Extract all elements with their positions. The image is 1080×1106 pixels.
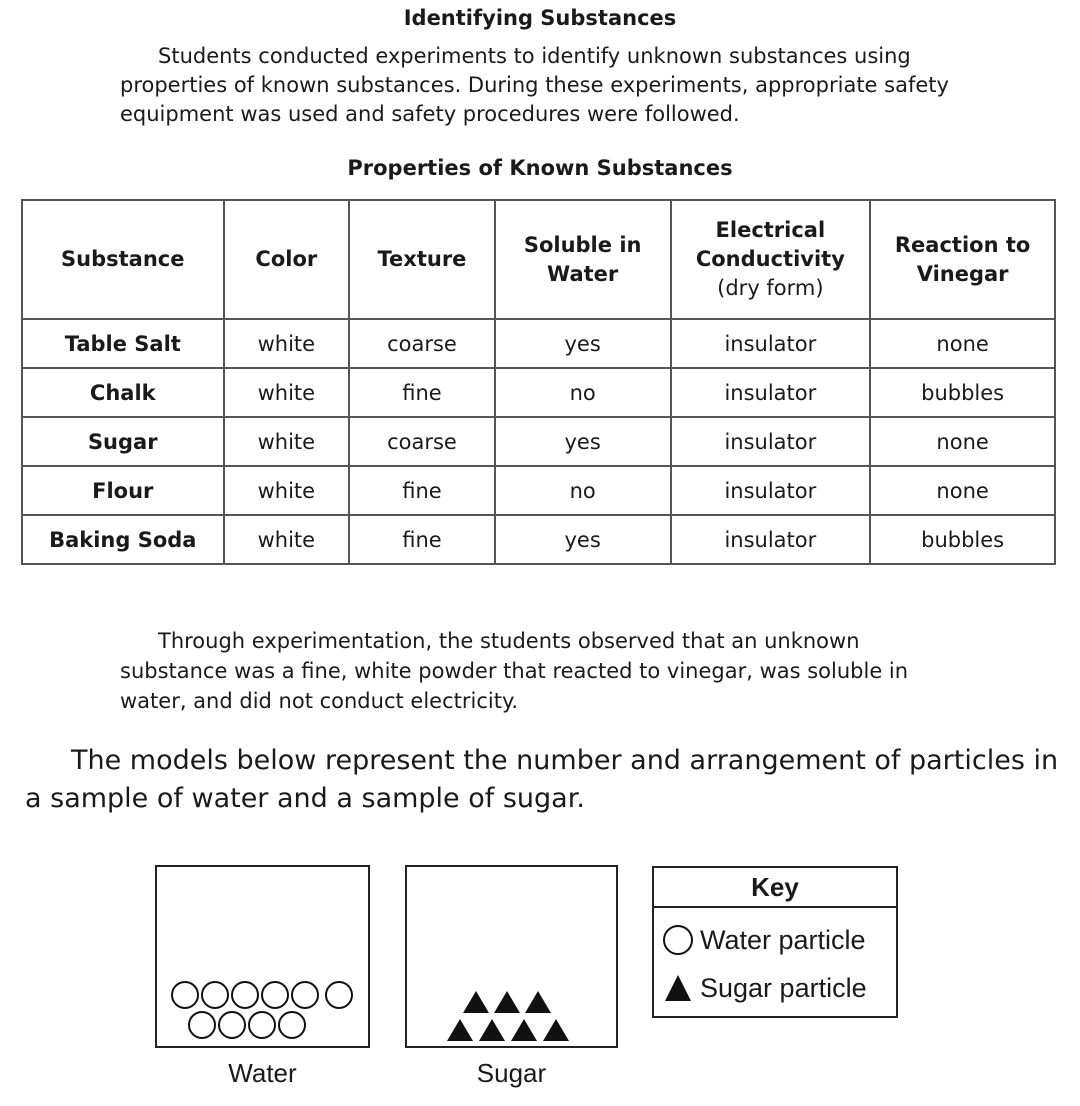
cell-texture: fine: [349, 368, 495, 417]
cell-color: white: [224, 368, 350, 417]
water-particle-icon: [189, 1012, 215, 1038]
header-vinegar: [870, 200, 1055, 319]
cell-soluble: no: [495, 368, 671, 417]
sugar-model-box: [405, 865, 618, 1048]
cell-soluble: no: [495, 466, 671, 515]
water-label: Water: [228, 1058, 297, 1088]
cell-substance: Sugar: [22, 417, 224, 466]
cell-substance: Chalk: [22, 368, 224, 417]
water-particle-icon: [249, 1012, 275, 1038]
cell-soluble: yes: [495, 319, 671, 368]
cell-conductivity: insulator: [671, 319, 871, 368]
water-particle-icon: [202, 982, 228, 1008]
cell-color: white: [224, 319, 350, 368]
water-particle-icon: [292, 982, 318, 1008]
cell-texture: coarse: [349, 417, 495, 466]
cell-vinegar: bubbles: [870, 368, 1055, 417]
water-particle-icon: [279, 1012, 305, 1038]
key-title: Key: [654, 868, 896, 908]
models-paragraph: [25, 742, 1070, 818]
cell-vinegar: none: [870, 319, 1055, 368]
header-vinegar-label: Reaction to Vinegar: [894, 232, 1031, 286]
water-particle-icon: [326, 982, 352, 1008]
sugar-particle-icon: [525, 991, 551, 1013]
header-texture: Texture: [349, 200, 495, 319]
cell-texture: coarse: [349, 319, 495, 368]
key-box: [652, 866, 898, 1018]
key-sugar-label: Sugar particle: [700, 972, 867, 1003]
key-water-row: [662, 920, 866, 960]
water-particle-icon: [662, 924, 694, 956]
intro-paragraph: [120, 42, 970, 129]
water-particle-icon: [172, 982, 198, 1008]
document-title: Identifying Substances: [403, 6, 677, 30]
key-water-label: Water particle: [700, 924, 866, 955]
header-conductivity-sub: (dry form): [717, 276, 824, 300]
cell-substance: Flour: [22, 466, 224, 515]
sugar-particle-icon: [494, 991, 520, 1013]
cell-color: white: [224, 417, 350, 466]
table-row: [22, 417, 1055, 466]
header-soluble-label: Soluble in Water: [523, 232, 642, 286]
table-row: [22, 368, 1055, 417]
models-text: The models below represent the number and arrangement of particles in a sample of water and a sample of sugar.: [25, 745, 1059, 814]
cell-conductivity: insulator: [671, 417, 871, 466]
water-particles: [157, 867, 368, 1046]
cell-vinegar: none: [870, 466, 1055, 515]
header-conductivity-label: Electrical Conductivity: [695, 218, 845, 271]
cell-vinegar: none: [870, 417, 1055, 466]
cell-color: white: [224, 466, 350, 515]
cell-substance: Table Salt: [22, 319, 224, 368]
sugar-particle-icon: [447, 1019, 473, 1041]
observation-text: Through experimentation, the students observed that an unknown substance was a fine, white powder that reacted to vinegar, was soluble in water, and did not conduct electricity.: [120, 629, 909, 713]
header-conductivity: [671, 200, 871, 319]
water-particle-icon: [262, 982, 288, 1008]
cell-conductivity: insulator: [671, 466, 871, 515]
sugar-particle-icon: [511, 1019, 537, 1041]
cell-soluble: yes: [495, 417, 671, 466]
sugar-particles: [407, 867, 616, 1046]
table-title: Properties of Known Substances: [347, 156, 733, 180]
water-particle-icon: [219, 1012, 245, 1038]
cell-vinegar: bubbles: [870, 515, 1055, 564]
intro-text: Students conducted experiments to identify unknown substances using properties of known substances. During these experiments, appropriate safety equipment was used and safety procedures were followed.: [120, 44, 949, 126]
water-particle-icon: [232, 982, 258, 1008]
table-row: [22, 319, 1055, 368]
header-substance: Substance: [22, 200, 224, 319]
cell-substance: Baking Soda: [22, 515, 224, 564]
table-row: [22, 466, 1055, 515]
header-soluble: [495, 200, 671, 319]
table-header-row: [22, 200, 1055, 319]
sugar-particle-icon: [662, 972, 694, 1004]
properties-table: [21, 199, 1056, 565]
header-color: Color: [224, 200, 350, 319]
cell-conductivity: insulator: [671, 368, 871, 417]
sugar-particle-icon: [463, 991, 489, 1013]
cell-soluble: yes: [495, 515, 671, 564]
cell-conductivity: insulator: [671, 515, 871, 564]
water-model-box: [155, 865, 370, 1048]
cell-texture: fine: [349, 515, 495, 564]
cell-texture: fine: [349, 466, 495, 515]
observation-paragraph: [120, 626, 970, 716]
table-row: [22, 515, 1055, 564]
sugar-label: Sugar: [476, 1058, 547, 1088]
cell-color: white: [224, 515, 350, 564]
sugar-particle-icon: [543, 1019, 569, 1041]
key-sugar-row: [662, 968, 867, 1008]
sugar-particle-icon: [479, 1019, 505, 1041]
